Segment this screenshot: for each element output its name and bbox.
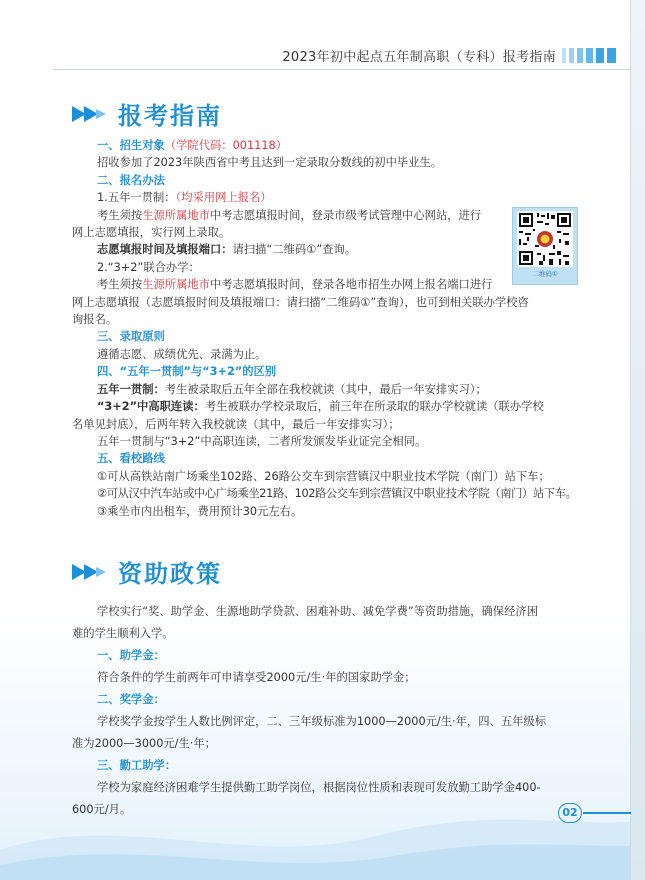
heading-registration: 二、报名办法 (97, 173, 165, 187)
paragraph: 网上志愿填报（志愿填报时间及填报端口：请扫描“二维码①”查询），也可到相关联办学校咨 (72, 295, 529, 309)
paragraph: 遵循志愿、成绩优先、录满为止。 (97, 347, 267, 361)
paragraph: 考生须按生源所属地市中考志愿填报时间，登录市级考试管理中心网站，进行 (97, 208, 482, 222)
paragraph: 600元/月。 (72, 803, 132, 816)
route-item: ②可从汉中汽车站或中心广场乘坐21路、102路公交车到宗营镇汉中职业技术学院（南门）站下车。 (97, 487, 577, 501)
aid-content (72, 601, 578, 821)
paragraph: 难的学生顺利入学。 (72, 627, 174, 640)
paragraph: 准为2000—3000元/生·年； (72, 737, 216, 750)
paragraph: 考生须按生源所属地市中考志愿填报时间，登录各地市招生办网上报名端口进行 (97, 278, 493, 292)
heading-route: 五、看校路线 (97, 452, 165, 466)
paragraph: “3+2”中高职连读：考生被联办学校录取后，前三年在所录取的联办学校就读（联办学校 (97, 400, 544, 414)
paragraph: 五年一贯制：考生被录取后五年全部在我校就读（其中，最后一年安排实习）； (97, 382, 487, 396)
double-arrow-icon (72, 562, 108, 582)
paragraph: 询报名。 (72, 313, 118, 327)
guide-content (72, 137, 578, 520)
online-note: （均采用网上报名） (175, 191, 272, 205)
heading-difference: 四、“五年一贯制”与“3+2”的区别 (97, 365, 277, 379)
page-edge (630, 0, 645, 880)
qr-code-image (517, 211, 573, 267)
paragraph: 学校实行“奖、助学金、生源地助学贷款、困难补助、减免学费”等资助措施，确保经济困 (97, 605, 538, 618)
header-divider (53, 69, 631, 70)
heading-grant: 一、助学金： (97, 649, 165, 662)
section-title-text: 报考指南 (118, 102, 222, 130)
qr-caption: 二维码① (532, 270, 558, 278)
paragraph: 网上志愿填报，实行网上录取。 (72, 226, 231, 240)
paragraph: 符合条件的学生前两年可申请享受2000元/生·年的国家助学金； (97, 671, 416, 684)
school-code: （学院代码：001118） (164, 139, 288, 152)
heading-principle: 三、录取原则 (97, 330, 165, 344)
item-3plus2: 2.“3+2”联合办学： (97, 260, 200, 274)
section-title-text: 资助政策 (118, 560, 222, 588)
paragraph: 五年一贯制与“3+2”中高职连读，二者所发颁发毕业证完全相同。 (97, 434, 427, 448)
paragraph: 名单见封底），后两年转入我校就读（其中，最后一年安排实习）； (72, 417, 400, 431)
heading-scholarship: 二、奖学金： (97, 693, 165, 706)
section-title-guide (72, 96, 222, 131)
item-five-year: 1.五年一贯制：（均采用网上报名） (97, 191, 272, 205)
qr-code-card (512, 207, 578, 285)
section-title-aid (72, 554, 222, 589)
page-number: 02 (558, 803, 582, 823)
route-item: ③乘坐市内出租车，费用预计30元左右。 (97, 504, 303, 518)
route-item: ①可从高铁站南广场乘坐102路、26路公交车到宗营镇汉中职业技术学院（南门）站下车； (97, 469, 550, 483)
heading-admission-target: 一、招生对象（学院代码：001118） (97, 139, 288, 152)
running-header: 2023年初中起点五年制高职（专科）报考指南 (282, 50, 556, 65)
double-arrow-icon (72, 104, 108, 124)
paragraph: 志愿填报时间及填报端口：请扫描“二维码①”查询。 (97, 243, 357, 257)
page-number-line (583, 812, 631, 814)
heading-work-study: 三、勤工助学： (97, 759, 177, 772)
paragraph: 招收参加了2023年陕西省中考且达到一定录取分数线的初中毕业生。 (97, 156, 443, 170)
paragraph: 学校奖学金按学生人数比例评定，二、三年级标准为1000—2000元/生·年，四、五年级标 (97, 715, 546, 728)
paragraph: 学校为家庭经济困难学生提供勤工助学岗位，根据岗位性质和表现可发放勤工助学金400- (97, 781, 541, 794)
